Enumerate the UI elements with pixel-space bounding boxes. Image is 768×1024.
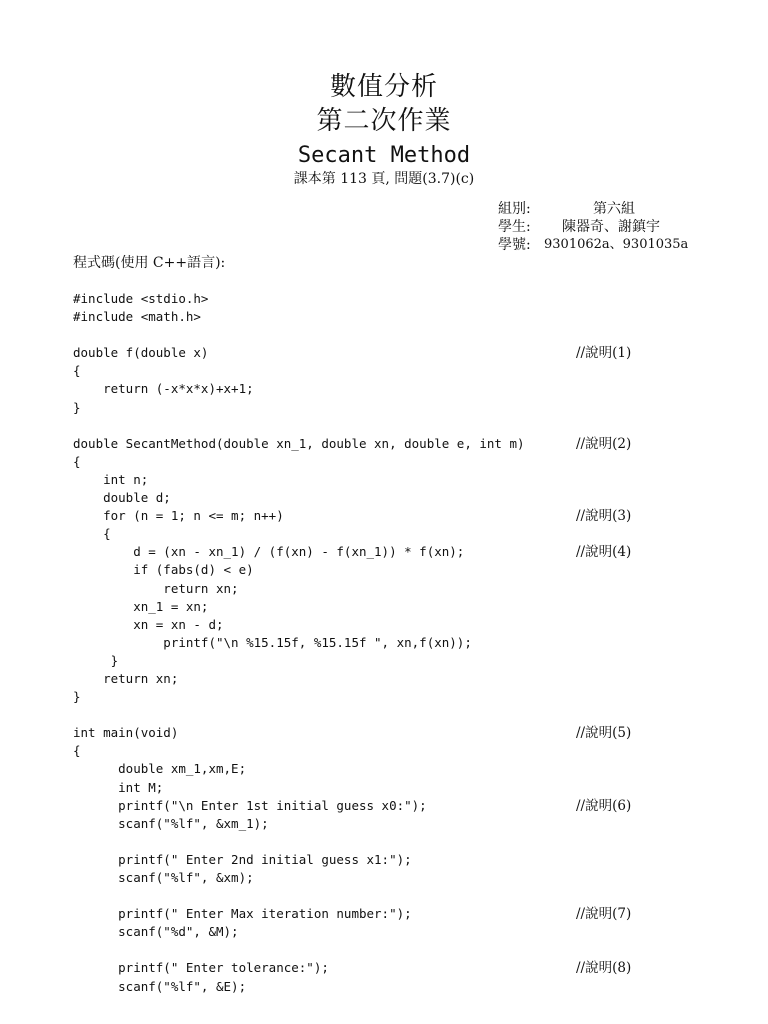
code-text: double xm_1,xm,E; [73, 761, 247, 777]
code-line [73, 959, 753, 977]
group-label: 組別: [498, 201, 531, 217]
code-line [73, 760, 753, 778]
code-comment-note: //說明(5) [576, 725, 632, 742]
student-id-value: 9301062a、9301035a [544, 237, 689, 252]
code-text: double SecantMethod(double xn_1, double xn, double e, int m) [73, 435, 525, 451]
code-line [73, 489, 753, 507]
code-line [73, 453, 753, 471]
code-text: int n; [73, 471, 149, 487]
code-line [73, 815, 753, 833]
code-line [73, 326, 753, 344]
code-comment-note: //說明(4) [576, 544, 632, 561]
code-comment-note: //說明(1) [576, 345, 632, 362]
code-text: printf(" Enter tolerance:"); [73, 960, 329, 976]
code-heading: 程式碼(使用 C++語言): [73, 255, 226, 271]
code-line [73, 507, 753, 525]
code-text: printf(" Enter 2nd initial guess x1:"); [73, 851, 412, 867]
code-line [73, 525, 753, 543]
code-line [73, 724, 753, 742]
code-comment-note: //說明(6) [576, 797, 632, 814]
textbook-reference: 課本第 113 頁, 問題(3.7)(c) [293, 171, 475, 187]
code-line [73, 797, 753, 815]
code-line [73, 652, 753, 670]
code-text: for (n = 1; n <= m; n++) [73, 508, 284, 524]
student-id-label: 學號: [498, 237, 531, 253]
code-line [73, 869, 753, 887]
code-text: return xn; [73, 670, 179, 686]
code-line [73, 399, 753, 417]
code-line [73, 598, 753, 616]
student-info [498, 200, 758, 254]
code-line [73, 779, 753, 797]
code-line [73, 471, 753, 489]
code-line [73, 742, 753, 760]
code-text: int M; [73, 779, 164, 795]
code-line [73, 941, 753, 959]
code-text: } [73, 399, 81, 415]
document-header [0, 70, 768, 188]
code-line [73, 978, 753, 996]
code-line [73, 290, 753, 308]
code-line [73, 706, 753, 724]
code-line [73, 580, 753, 598]
code-line [73, 670, 753, 688]
code-text: printf("\n Enter 1st initial guess x0:"); [73, 797, 427, 813]
code-line [73, 380, 753, 398]
code-line [73, 851, 753, 869]
code-text: #include <stdio.h> [73, 291, 209, 306]
code-text: double d; [73, 490, 171, 506]
code-line [73, 887, 753, 905]
code-text: if (fabs(d) < e) [73, 562, 254, 578]
code-line [73, 543, 753, 561]
code-text: scanf("%lf", &xm_1); [73, 815, 269, 831]
group-row [498, 200, 758, 218]
code-text: #include <math.h> [73, 309, 201, 325]
student-value: 陳器奇、謝鎮宇 [562, 219, 660, 235]
code-line [73, 833, 753, 851]
code-line [73, 616, 753, 634]
code-line [73, 905, 753, 923]
code-listing [73, 290, 753, 996]
code-text: { [73, 453, 81, 469]
code-text: printf("\n %15.15f, %15.15f ", xn,f(xn)); [73, 634, 472, 650]
code-text: } [73, 689, 81, 705]
code-text: { [73, 743, 81, 759]
code-line [73, 634, 753, 652]
code-line [73, 688, 753, 706]
code-text: int main(void) [73, 725, 179, 741]
code-comment-note: //說明(3) [576, 508, 632, 525]
code-comment-note: //說明(8) [576, 960, 632, 977]
code-text: scanf("%lf", &xm); [73, 870, 254, 885]
code-text: printf(" Enter Max iteration number:"); [73, 906, 412, 922]
student-row [498, 218, 758, 236]
code-line [73, 362, 753, 380]
code-line [73, 308, 753, 326]
assignment-title: 第二次作業 [316, 106, 452, 136]
code-text: return xn; [73, 580, 239, 596]
method-subtitle: Secant Method [297, 143, 471, 168]
code-line [73, 561, 753, 579]
code-text: scanf("%lf", &E); [73, 978, 247, 994]
code-text: } [73, 652, 119, 668]
code-comment-note: //說明(7) [576, 906, 632, 923]
code-line [73, 435, 753, 453]
code-text: xn = xn - d; [73, 616, 224, 632]
code-line [73, 344, 753, 362]
code-text: d = (xn - xn_1) / (f(xn) - f(xn_1)) * f(xn); [73, 544, 465, 560]
code-text: scanf("%d", &M); [73, 924, 239, 940]
code-line [73, 923, 753, 941]
code-text: { [73, 526, 111, 542]
code-line [73, 417, 753, 435]
code-text: { [73, 363, 81, 379]
group-value: 第六組 [593, 201, 635, 217]
code-text: xn_1 = xn; [73, 598, 209, 614]
code-comment-note: //說明(2) [576, 435, 632, 452]
code-text: double f(double x) [73, 345, 209, 361]
student-id-row [498, 236, 758, 254]
code-text: return (-x*x*x)+x+1; [73, 381, 254, 397]
student-label: 學生: [498, 219, 531, 235]
course-title: 數值分析 [329, 72, 438, 102]
